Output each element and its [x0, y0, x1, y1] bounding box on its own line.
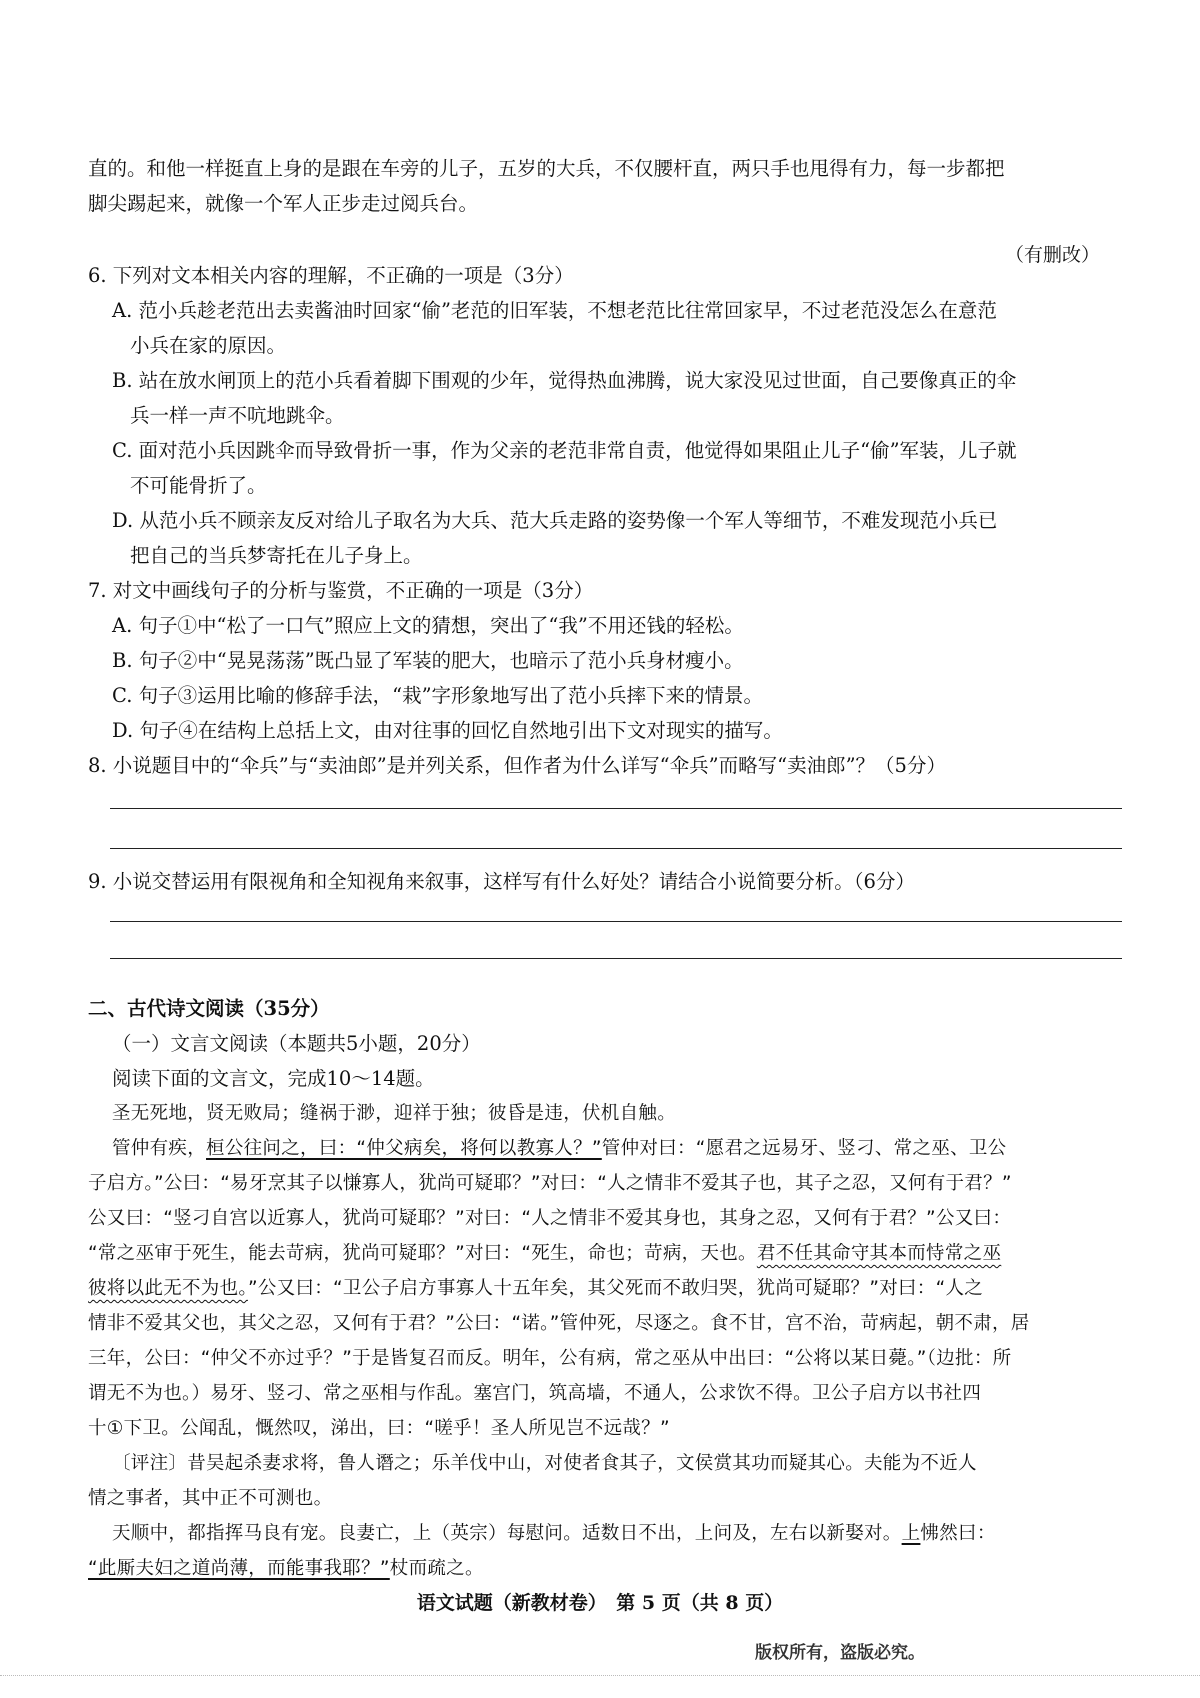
classical-line	[88, 1555, 484, 1583]
text-run: 天顺中，都指挥马良有宠。良妻亡，上（英宗）每慰问。适数日不出，上问及，左右以新娶对。	[112, 1523, 902, 1544]
classical-line	[88, 1275, 983, 1303]
text-run: 杖而疏之。	[389, 1558, 484, 1579]
answer-line[interactable]	[110, 808, 1122, 809]
instruction: 阅读下面的文言文，完成10～14题。	[112, 1067, 435, 1090]
classical-line	[112, 1520, 996, 1548]
wavy-underlined-sentence: 彼将以此无不为也。	[88, 1278, 248, 1299]
option-c: C. 面对范小兵因跳伞而导致骨折一事，作为父亲的老范非常自责，他觉得如果阻止儿子“偷”军装，儿子就	[112, 439, 1017, 462]
commentary-line: 情之事者，其中正不可测也。	[88, 1488, 333, 1509]
classical-line: 情非不爱其父也，其父之忍，又何有于君？”公曰：“诺。”管仲死，尽逐之。食不甘，宫不治，苛病起，朝不肃，居	[88, 1313, 1030, 1334]
text-run: ”公又曰：“卫公子启方事寡人十五年矣，其父死而不敢归哭，犹尚可疑耶？”对曰：“人之	[247, 1278, 984, 1299]
option-b: B. 句子②中“晃晃荡荡”既凸显了军装的肥大，也暗示了范小兵身材瘦小。	[112, 649, 744, 672]
commentary-line: 〔评注〕昔吴起杀妻求将，鲁人谮之；乐羊伐中山，对使者食其子，文侯赏其功而疑其心。夫能为不近人	[112, 1453, 977, 1474]
option-a-cont: 小兵在家的原因。	[130, 334, 287, 357]
subsection-title: （一）文言文阅读（本题共5小题，20分）	[112, 1032, 481, 1055]
classical-line: 子启方。”公曰：“易牙烹其子以慊寡人，犹尚可疑耶？”对曰：“人之情非不爱其子也，其子之忍，又何有于君？”	[88, 1173, 1012, 1194]
passage-line: 脚尖踢起来，就像一个军人正步走过阅兵台。	[88, 192, 479, 215]
option-a: A. 范小兵趁老范出去卖酱油时回家“偷”老范的旧军装，不想老范比往常回家早，不过老范没怎么在意范	[112, 299, 997, 322]
question-8-stem: 8. 小说题目中的“伞兵”与“卖油郎”是并列关系，但作者为什么详写“伞兵”而略写“卖油郎”？（5分）	[88, 754, 946, 777]
text-run: 怫然曰：	[920, 1523, 996, 1544]
wavy-underlined-sentence: 君不任其命守其本而恃常之巫	[756, 1243, 1002, 1264]
classical-line: 圣无死地，贤无败局；缝祸于渺，迎祥于独；彼昏是违，伏机自触。	[112, 1103, 677, 1124]
question-6-stem: 6. 下列对文本相关内容的理解，不正确的一项是（3分）	[88, 264, 574, 287]
underlined-sentence: “此厮夫妇之道尚薄，而能事我耶？”	[88, 1558, 390, 1579]
scan-border	[0, 1675, 1200, 1676]
classical-line: 公又曰：“竖刁自宫以近寡人，犹尚可疑耶？”对曰：“人之情非不爱其身也，其身之忍，又何有于君？”公又曰：	[88, 1208, 1012, 1229]
text-run: 管仲有疾，	[112, 1138, 207, 1159]
option-a: A. 句子①中“松了一口气”照应上文的猜想，突出了“我”不用还钱的轻松。	[112, 614, 744, 637]
answer-line[interactable]	[110, 958, 1122, 959]
question-9-stem: 9. 小说交替运用有限视角和全知视角来叙事，这样写有什么好处？请结合小说简要分析。（6分）	[88, 870, 915, 893]
classical-line: 十①下卫。公闻乱，慨然叹，涕出，曰：“嗟乎！圣人所见岂不远哉？”	[88, 1418, 670, 1439]
classical-line: 三年，公曰：“仲父不亦过乎？”于是皆复召而反。明年，公有病，常之巫从中出曰：“公将以某日薨。”（边批：所	[88, 1348, 1012, 1369]
text-run: “常之巫审于死生，能去苛病，犹尚可疑耶？”对曰：“死生，命也；苛病，天也。	[88, 1243, 757, 1264]
option-d: D. 句子④在结构上总括上文，由对往事的回忆自然地引出下文对现实的描写。	[112, 719, 783, 742]
answer-line[interactable]	[110, 848, 1122, 849]
answer-line[interactable]	[110, 921, 1122, 922]
page-footer: 语文试题（新教材卷） 第 5 页（共 8 页）	[416, 1592, 784, 1614]
passage-line: 直的。和他一样挺直上身的是跟在车旁的儿子，五岁的大兵，不仅腰杆直，两只手也甩得有力，每一步都把	[88, 157, 1005, 180]
text-run: 管仲对曰：“愿君之远易牙、竖刁、常之巫、卫公	[601, 1138, 1007, 1159]
option-c-cont: 不可能骨折了。	[130, 474, 267, 497]
option-b: B. 站在放水闸顶上的范小兵看着脚下围观的少年，觉得热血沸腾，说大家没见过世面，自己要像真正的伞	[112, 369, 1017, 392]
option-b-cont: 兵一样一声不吭地跳伞。	[130, 404, 345, 427]
copyright-notice: 版权所有，盗版必究。	[755, 1643, 925, 1663]
classical-line	[112, 1135, 1006, 1163]
revision-note: （有删改）	[1004, 244, 1100, 266]
option-d: D. 从范小兵不顾亲友反对给儿子取名为大兵、范大兵走路的姿势像一个军人等细节，不难发现范小兵已	[112, 509, 998, 532]
option-c: C. 句子③运用比喻的修辞手法，“栽”字形象地写出了范小兵摔下来的情景。	[112, 684, 764, 707]
section-title: 二、古代诗文阅读（35分）	[88, 997, 330, 1020]
option-d-cont: 把自己的当兵梦寄托在儿子身上。	[130, 544, 423, 567]
underlined-word: 上	[901, 1523, 921, 1544]
question-7-stem: 7. 对文中画线句子的分析与鉴赏，不正确的一项是（3分）	[88, 579, 594, 602]
classical-line: 谓无不为也。）易牙、竖刁、常之巫相与作乱。塞宫门，筑高墙，不通人，公求饮不得。卫公子启方以书社四	[88, 1383, 982, 1404]
underlined-sentence: 桓公往问之，曰：“仲父病矣，将何以教寡人？”	[206, 1138, 602, 1159]
classical-line	[88, 1240, 1001, 1268]
